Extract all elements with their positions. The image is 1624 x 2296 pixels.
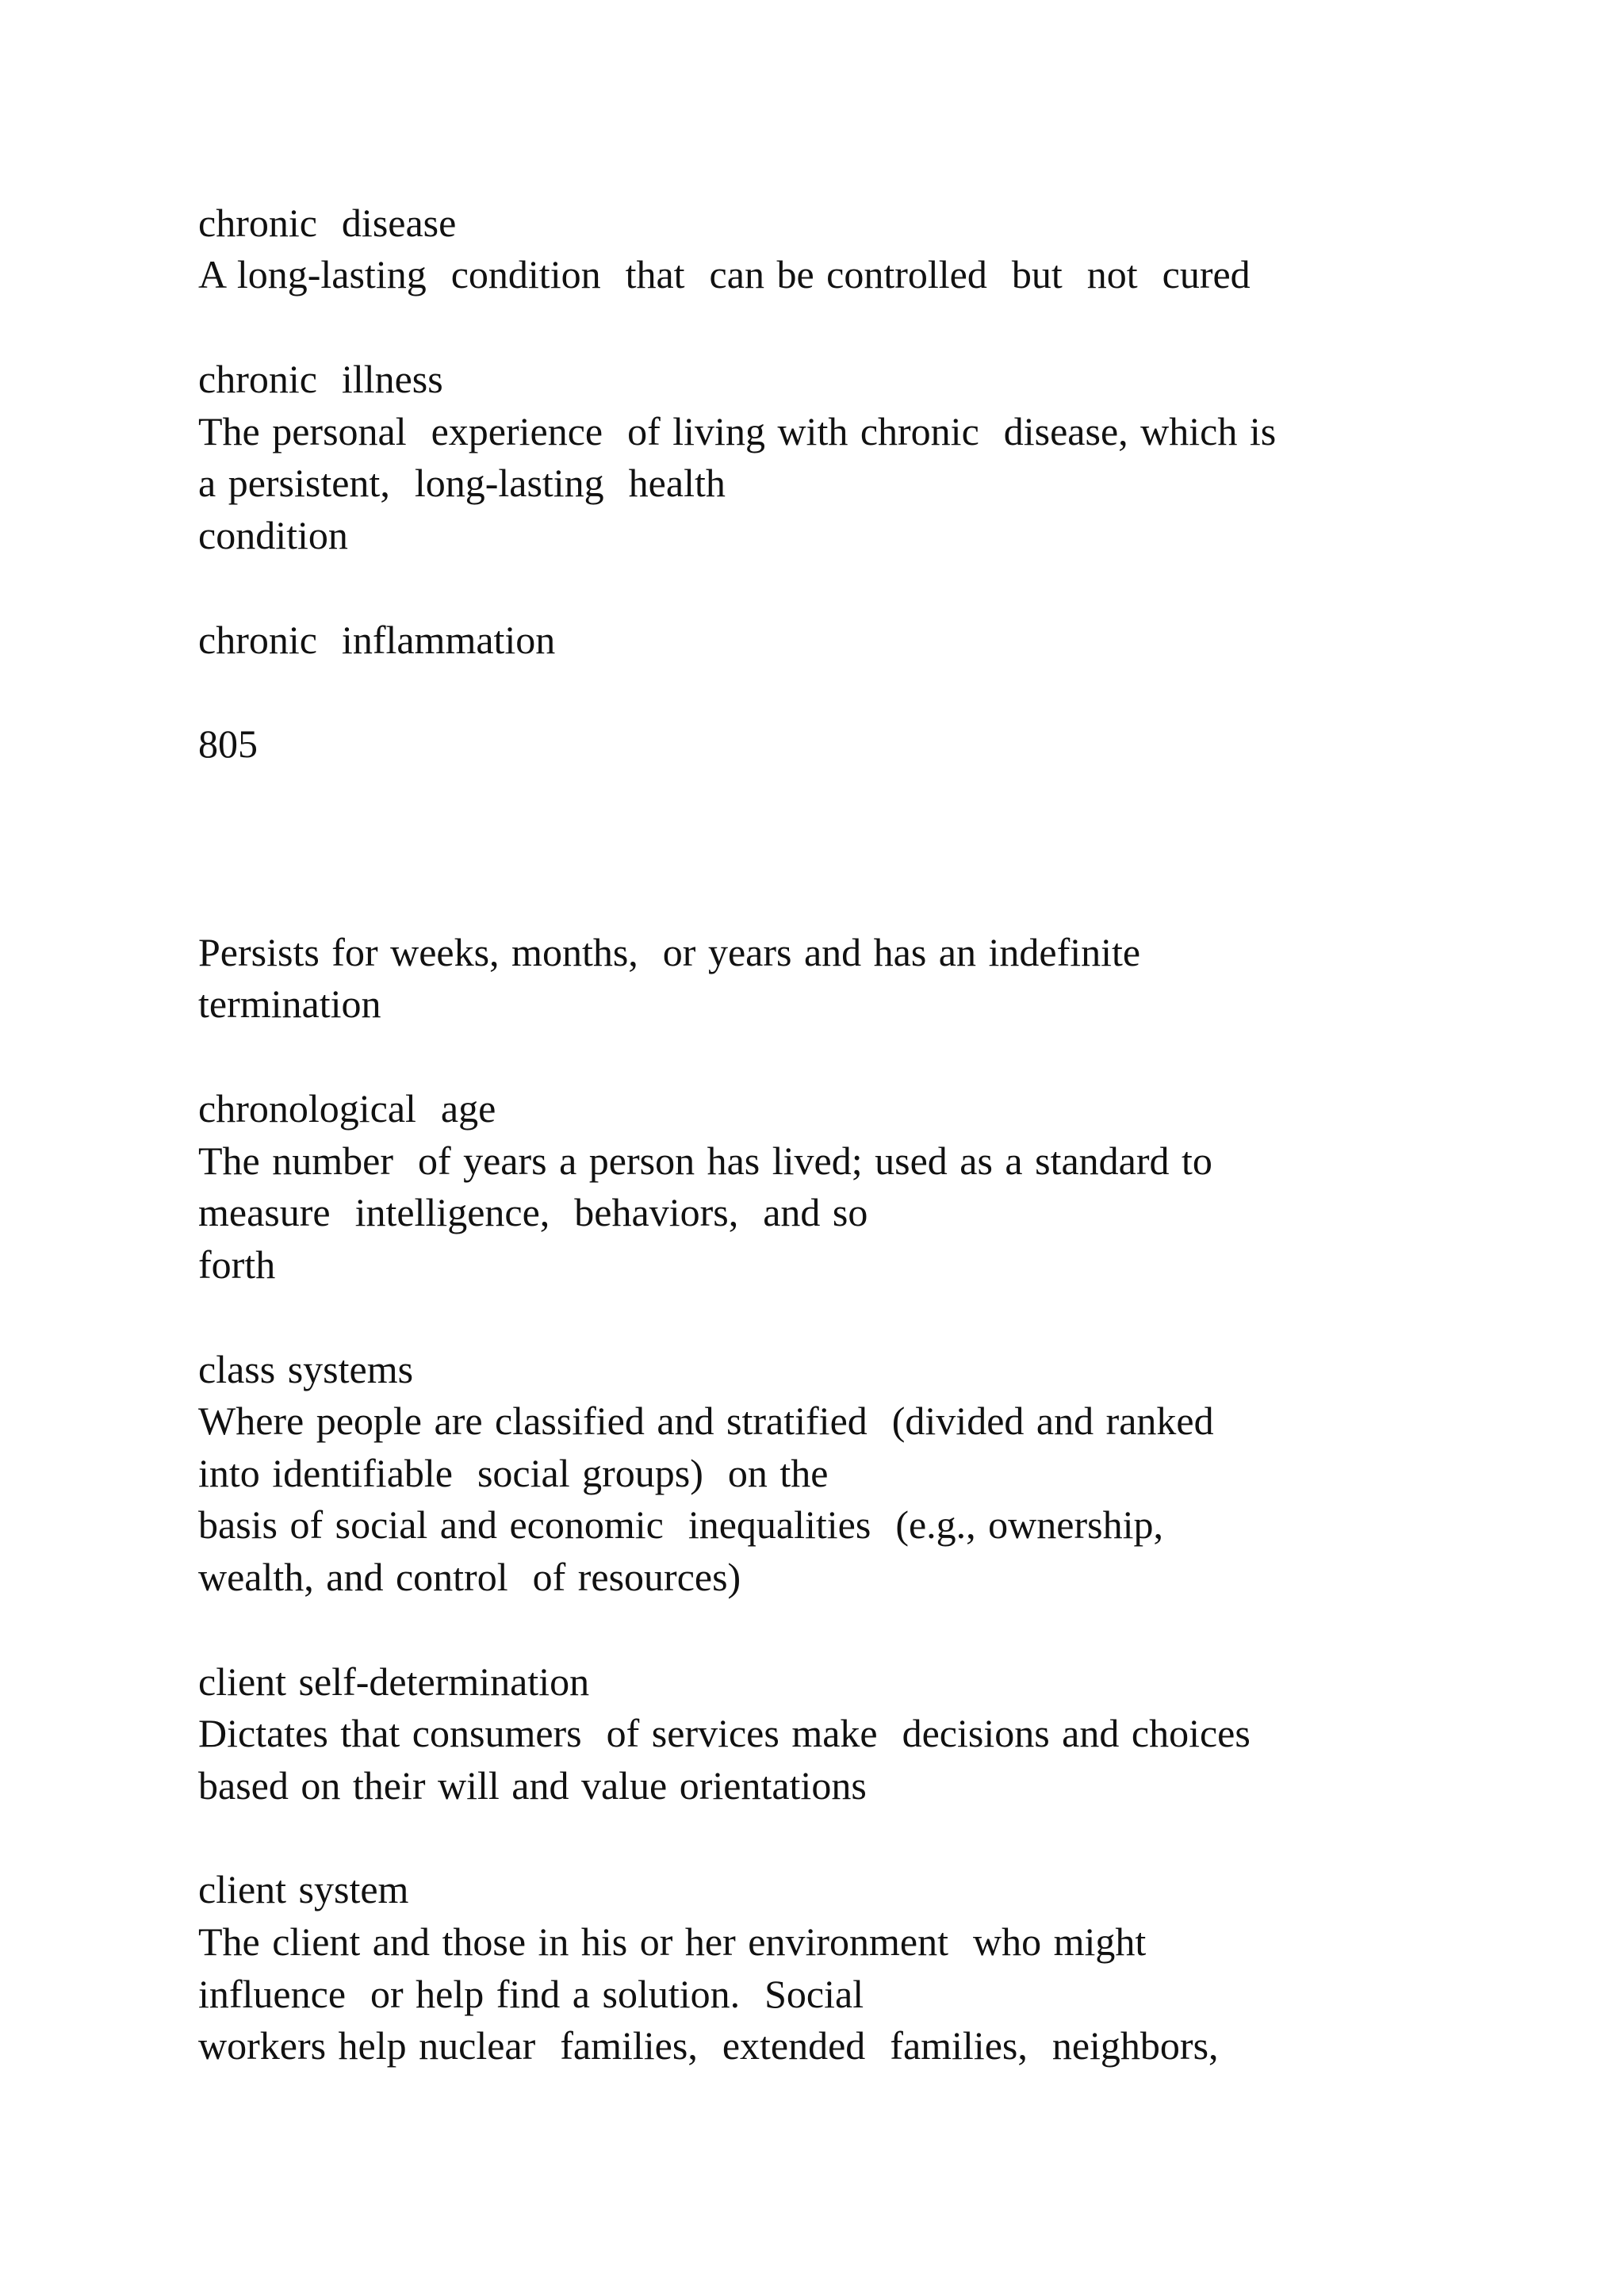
- term-chronological-age: chronological age: [198, 1086, 496, 1131]
- term-class-systems: class systems: [198, 1347, 414, 1391]
- definition-chronic-illness-line-3: condition: [198, 513, 348, 557]
- definition-class-systems-line-1: Where people are classified and stratified (divided and ranked: [198, 1399, 1214, 1443]
- definition-client-self-determination-line-2: based on their will and value orientations: [198, 1763, 867, 1808]
- definition-client-system-line-1: The client and those in his or her environment who might: [198, 1919, 1147, 1964]
- term-client-self-determination: client self-determination: [198, 1659, 590, 1704]
- definition-client-self-determination-line-1: Dictates that consumers of services make decisions and choices: [198, 1711, 1251, 1755]
- definition-chronic-illness-line-2: a persistent, long-lasting health: [198, 461, 726, 505]
- definition-chronic-disease: A long-lasting condition that can be controlled but not cured: [198, 252, 1251, 297]
- page-number: 805: [198, 721, 258, 766]
- term-chronic-illness: chronic illness: [198, 357, 443, 401]
- definition-client-system-line-3: workers help nuclear families, extended families, neighbors,: [198, 2023, 1219, 2068]
- definition-chronic-inflammation-line-2: termination: [198, 982, 381, 1026]
- definition-class-systems-line-4: wealth, and control of resources): [198, 1555, 741, 1599]
- definition-client-system-line-2: influence or help find a solution. Social: [198, 1972, 864, 2016]
- definition-chronological-age-line-3: forth: [198, 1242, 276, 1287]
- term-chronic-inflammation: chronic inflammation: [198, 618, 556, 662]
- definition-chronological-age-line-1: The number of years a person has lived; used as a standard to: [198, 1138, 1212, 1183]
- term-client-system: client system: [198, 1867, 409, 1911]
- definition-chronic-inflammation-line-1: Persists for weeks, months, or years and has an indefinite: [198, 930, 1141, 974]
- definition-class-systems-line-2: into identifiable social groups) on the: [198, 1451, 829, 1495]
- definition-chronological-age-line-2: measure intelligence, behaviors, and so: [198, 1190, 868, 1234]
- definition-class-systems-line-3: basis of social and economic inequalities (e.g., ownership,: [198, 1502, 1163, 1547]
- definition-chronic-illness-line-1: The personal experience of living with chronic disease, which is: [198, 409, 1277, 453]
- term-chronic-disease: chronic disease: [198, 201, 457, 245]
